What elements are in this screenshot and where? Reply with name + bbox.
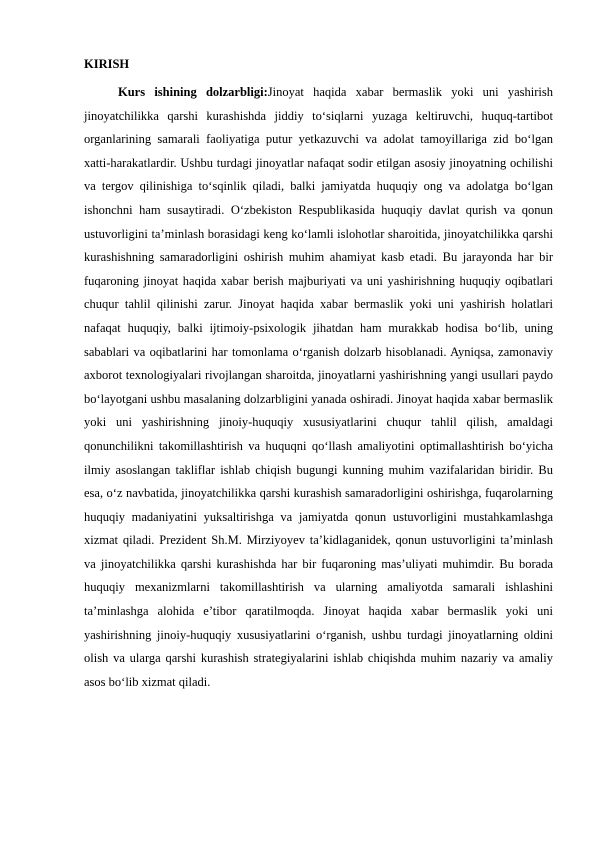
paragraph-lead: Kurs ishining dolzarbligi: xyxy=(118,85,268,99)
paragraph-body: Jinoyat haqida xabar bermaslik yoki uni yashirish jinoyatchilikka qarshi kurashishda jiddiy to‘siqlarni yuzaga keltiruvchi, huquq-tartibot organlarining samarali faoliyatiga putur yetkazuvchi va adolat tamoyillariga zid bo‘lgan xatti-harakatlardir. Ushbu turdagi jinoyatlar nafaqat sodir etilgan asosiy jinoyatning ochilishi va tergov qilinishiga to‘sqinlik qiladi, balki jamiyatda huquqiy ong va adolatga bo‘lgan ishonchni ham susaytiradi. O‘zbekiston Respublikasida huquqiy davlat qurish va qonun ustuvorligini ta’minlash borasidagi keng ko‘lamli islohotlar sharoitida, jinoyatchilikka qarshi kurashishning samaradorligini oshirish muhim ahamiyat kasb etadi. Bu jarayonda har bir fuqaroning jinoyat haqida xabar berish majburiyati va uni yashirishning huquqiy oqibatlari chuqur tahlil qilinishi zarur. Jinoyat haqida xabar bermaslik yoki uni yashirish holatlari nafaqat huquqiy, balki ijtimoiy-psixologik jihatdan ham murakkab hodisa bo‘lib, uning sabablari va oqibatlarini har tomonlama o‘rganish dolzarb hisoblanadi. Ayniqsa, zamonaviy axborot texnologiyalari rivojlangan sharoitda, jinoyatlarni yashirishning yangi usullari paydo bo‘layotgani ushbu masalaning dolzarbligini yanada oshiradi. Jinoyat haqida xabar bermaslik yoki uni yashirishning jinoiy-huquqiy xususiyatlarini chuqur tahlil qilish, amaldagi qonunchilikni takomillashtirish va huquqni qo‘llash amaliyotini optimallashtirish bo‘yicha ilmiy asoslangan takliflar ishlab chiqish bugungi kunning muhim vazifalaridan biridir. Bu esa, o‘z navbatida, jinoyatchilikka qarshi kurashish samaradorligini oshirishga, fuqarolarning huquqiy madaniyatini yuksaltirishga va jamiyatda qonun ustuvorligini mustahkamlashga xizmat qiladi. Prezident Sh.M. Mirziyoyev ta’kidlaganidek, qonun ustuvorligini ta’minlash va jinoyatchilikka qarshi kurashishda har bir fuqaroning mas’uliyati muhimdir. Bu borada huquqiy mexanizmlarni takomillashtirish va ularning amaliyotda samarali ishlashini ta’minlashga alohida e’tibor qaratilmoqda. Jinoyat haqida xabar bermaslik yoki uni yashirishning jinoiy-huquqiy xususiyatlarini o‘rganish, ushbu turdagi jinoyatlarning oldini olish va ularga qarshi kurashish strategiyalarini ishlab chiqishda muhim nazariy va amaliy asos bo‘lib xizmat qiladi. xyxy=(84,85,554,689)
document-page xyxy=(84,57,553,694)
section-heading: KIRISH xyxy=(84,57,130,71)
intro-paragraph xyxy=(84,81,553,694)
